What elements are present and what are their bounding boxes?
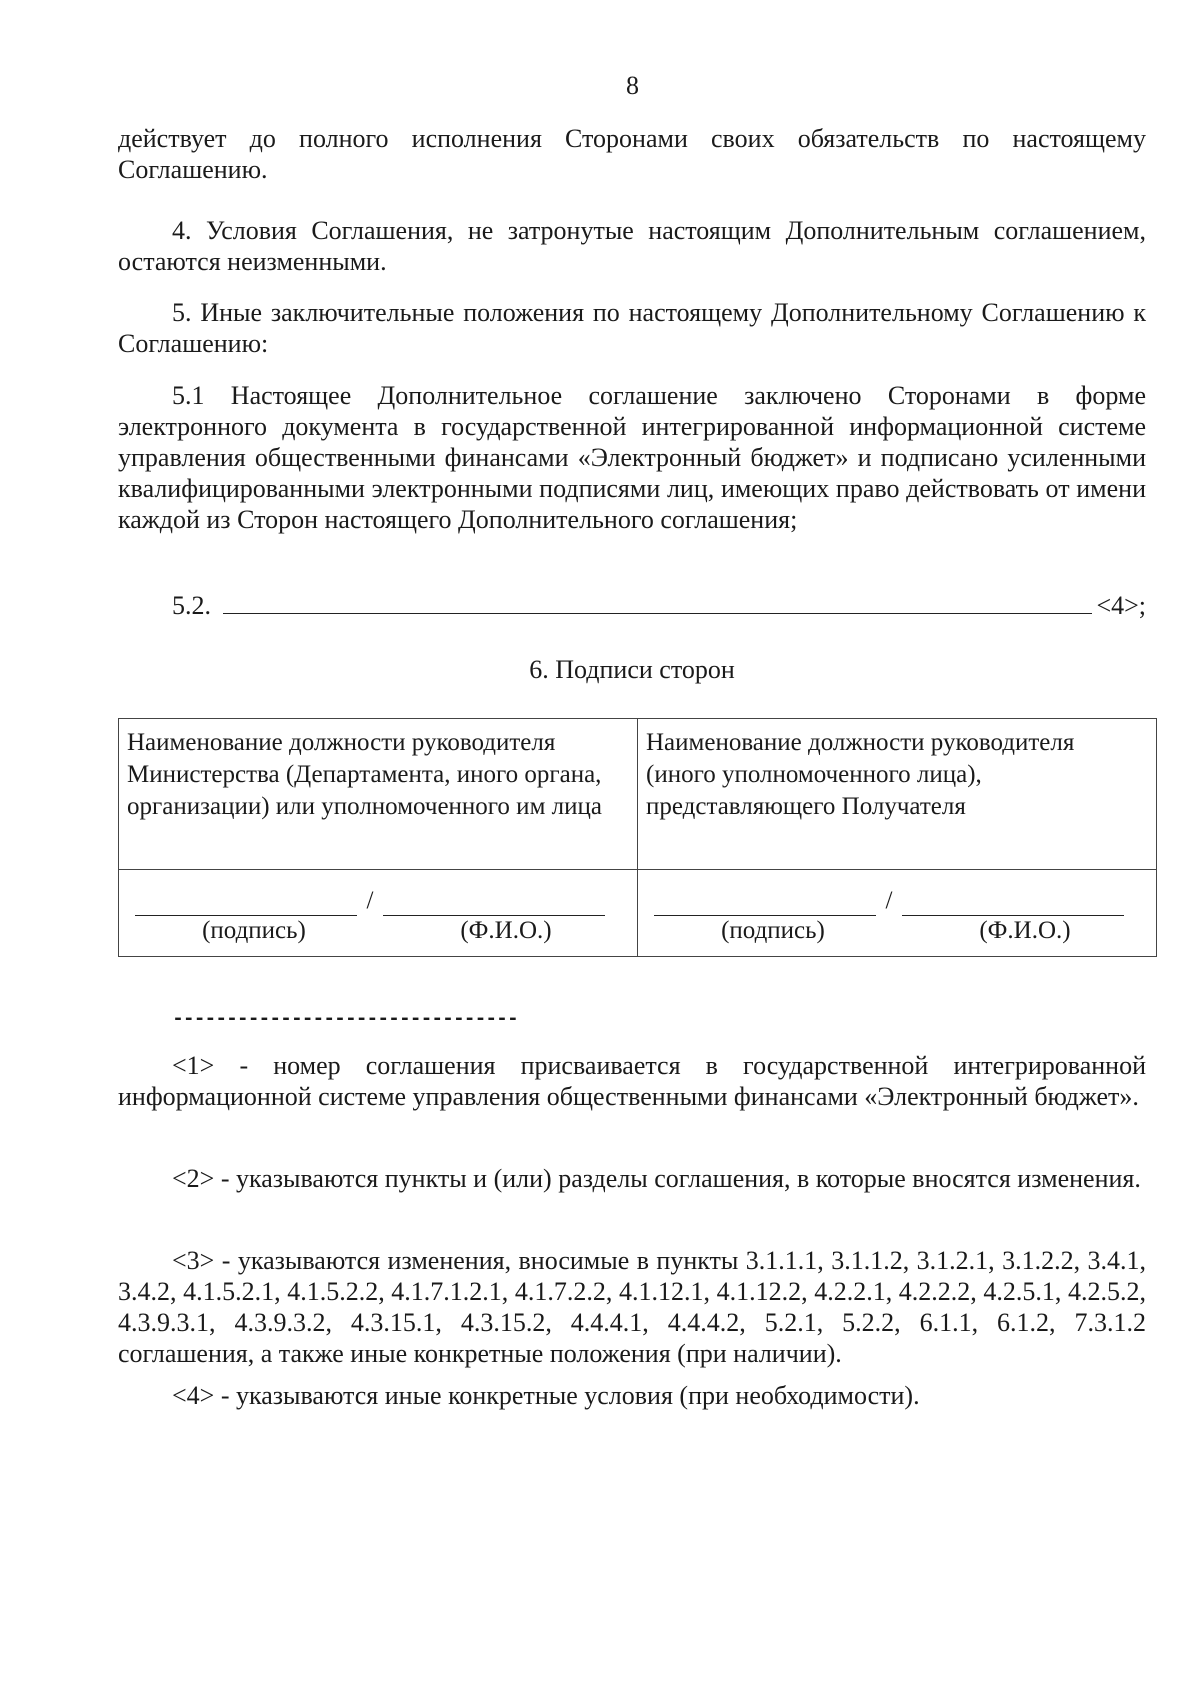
- left-signature-blank: [135, 893, 357, 916]
- right-name-caption: (Ф.И.О.): [979, 917, 1071, 944]
- signatures-header-row: [119, 719, 1157, 870]
- left-slash: /: [366, 887, 374, 914]
- paragraph-5-2-blank-line: [223, 591, 1092, 614]
- right-signature-lines: [646, 884, 1150, 916]
- left-signature-lines: [127, 884, 631, 916]
- left-party-position-cell: [119, 719, 638, 870]
- signatures-table: [118, 718, 1157, 957]
- footnote-separator: --------------------------------: [172, 1008, 518, 1031]
- paragraph-4: 4. Условия Соглашения, не затронутые настоящим Дополнительным соглашением, остаются неизменными.: [118, 216, 1146, 276]
- page-number: 8: [626, 71, 639, 100]
- left-name-blank: [383, 893, 605, 916]
- signatures-section-title: 6. Подписи сторон: [529, 655, 735, 684]
- footnote-1: <1> - номер соглашения присваивается в государственной интегрированной информационной системе управления общественными финансами «Электронный бюджет».: [118, 1051, 1146, 1111]
- right-party-position-cell: [638, 719, 1157, 870]
- left-name-caption: (Ф.И.О.): [460, 917, 552, 944]
- left-signature-caption: (подпись): [202, 917, 306, 944]
- right-slash: /: [885, 887, 893, 914]
- right-signature-caption: (подпись): [721, 917, 825, 944]
- right-party-position-text: Наименование должности руководителя (иного уполномоченного лица), представляющего Получателя: [646, 729, 1075, 820]
- left-captions: [127, 916, 631, 946]
- right-signature-cell: [638, 870, 1157, 957]
- left-party-position-text: Наименование должности руководителя Министерства (Департамента, иного органа, организации) или уполномоченного им лица: [127, 729, 602, 820]
- signatures-sign-row: [119, 870, 1157, 957]
- paragraph-5-1: 5.1 Настоящее Дополнительное соглашение заключено Сторонами в форме электронного документа в государственной интегрированной информационной системе управления общественными финансами «Электронный бюджет» и подписано усиленными квалифицированными электронными подписями лиц, имеющих право действовать от имени каждой из Сторон настоящего Дополнительного соглашения;: [118, 381, 1146, 534]
- right-captions: [646, 916, 1150, 946]
- footnote-4: <4> - указываются иные конкретные условия (при необходимости).: [172, 1381, 920, 1410]
- paragraph-5-2-label: 5.2.: [172, 591, 211, 620]
- footnote-2: <2> - указываются пункты и (или) разделы соглашения, в которые вносятся изменения.: [172, 1164, 1141, 1193]
- left-signature-cell: [119, 870, 638, 957]
- footnote-3: <3> - указываются изменения, вносимые в пункты 3.1.1.1, 3.1.1.2, 3.1.2.1, 3.1.2.2, 3.4.1, 3.4.2, 4.1.5.2.1, 4.1.5.2.2, 4.1.7.1.2.1, 4.1.7.2.2, 4.1.12.1, 4.1.12.2, 4.2.2.1, 4.2.2.2, 4.2.5.1, 4.2.5.2, 4.3.9.3.1, 4.3.9.3.2, 4.3.15.1, 4.3.15.2, 4.4.4.1, 4.4.4.2, 5.2.1, 5.2.2, 6.1.1, 6.1.2, 7.3.1.2 соглашения, а также иные конкретные положения (при наличии).: [118, 1246, 1146, 1368]
- paragraph-5-2-footnote-ref: <4>;: [1096, 591, 1146, 620]
- paragraph-5: 5. Иные заключительные положения по настоящему Дополнительному Соглашению к Соглашению:: [118, 298, 1146, 358]
- paragraph-5-2: [172, 590, 1146, 621]
- paragraph-continuation: действует до полного исполнения Сторонами своих обязательств по настоящему Соглашению.: [118, 124, 1146, 184]
- right-name-blank: [902, 893, 1124, 916]
- right-signature-blank: [654, 893, 876, 916]
